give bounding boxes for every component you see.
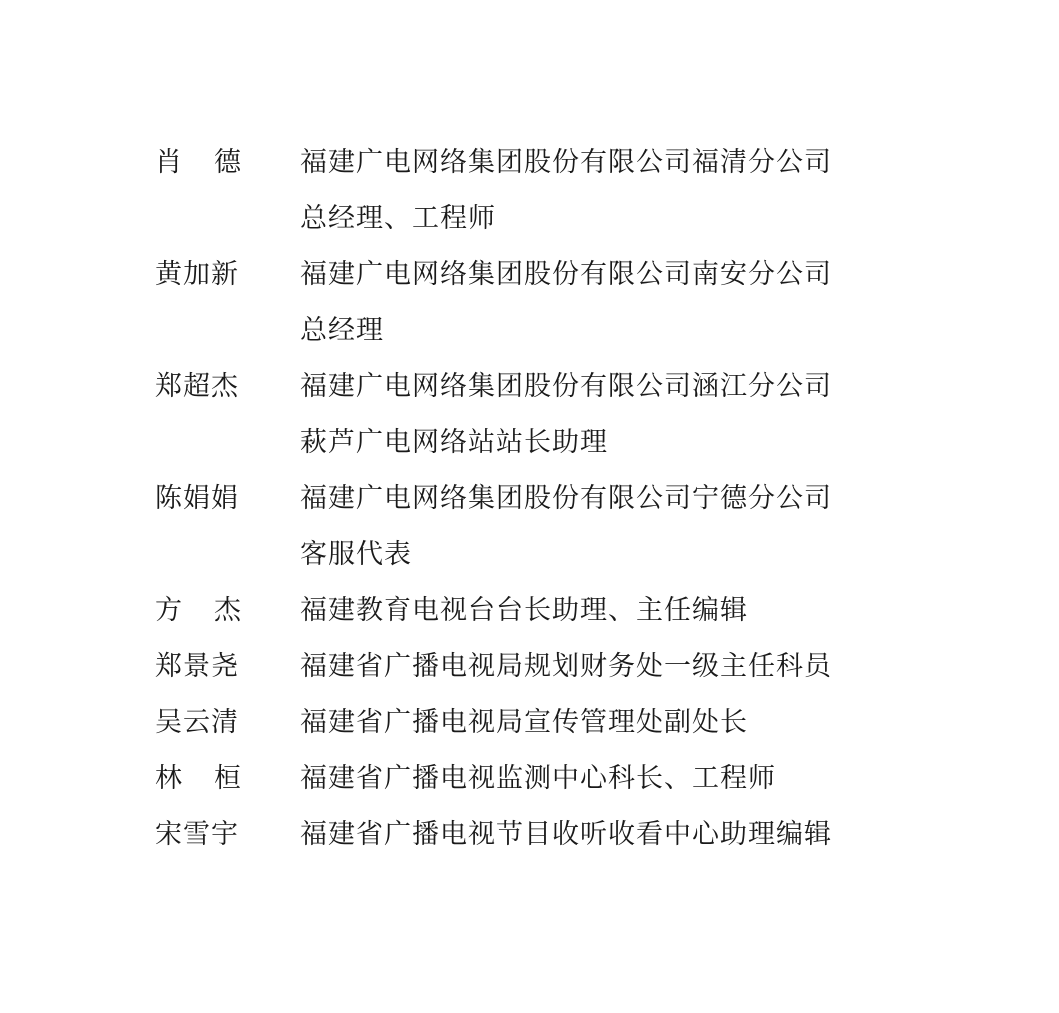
person-name: 宋雪宇 xyxy=(155,819,239,850)
person-name xyxy=(155,135,300,191)
person-name: 郑超杰 xyxy=(155,371,239,402)
award-list xyxy=(155,135,915,863)
list-item xyxy=(155,751,915,807)
person-title xyxy=(300,807,915,863)
person-name: 陈娟娟 xyxy=(155,483,239,514)
person-title xyxy=(300,583,915,639)
title-line: 福建广电网络集团股份有限公司涵江分公司 xyxy=(300,371,832,402)
list-item xyxy=(155,583,915,639)
title-line: 福建省广播电视节目收听收看中心助理编辑 xyxy=(300,819,832,850)
person-title xyxy=(300,751,915,807)
person-name xyxy=(155,751,300,807)
person-name: 郑景尧 xyxy=(155,651,239,682)
person-title xyxy=(300,639,915,695)
title-line: 福建广电网络集团股份有限公司宁德分公司 xyxy=(300,483,832,514)
person-name: 吴云清 xyxy=(155,707,239,738)
name-char: 杰 xyxy=(214,595,242,626)
person-title xyxy=(300,135,915,247)
list-item xyxy=(155,807,915,863)
person-name xyxy=(155,583,300,639)
name-char: 肖 xyxy=(155,147,183,178)
title-line: 总经理 xyxy=(300,315,384,346)
title-line: 福建省广播电视监测中心科长、工程师 xyxy=(300,763,776,794)
list-item xyxy=(155,359,915,471)
title-line: 总经理、工程师 xyxy=(300,203,496,234)
list-item xyxy=(155,695,915,751)
title-line: 萩芦广电网络站站长助理 xyxy=(300,427,608,458)
person-title xyxy=(300,695,915,751)
list-item xyxy=(155,471,915,583)
person-name: 黄加新 xyxy=(155,259,239,290)
title-line: 福建省广播电视局宣传管理处副处长 xyxy=(300,707,748,738)
person-title xyxy=(300,247,915,359)
title-line: 福建教育电视台台长助理、主任编辑 xyxy=(300,595,748,626)
name-char: 桓 xyxy=(214,763,242,794)
name-char: 林 xyxy=(155,763,183,794)
list-item xyxy=(155,247,915,359)
title-line: 客服代表 xyxy=(300,539,412,570)
title-line: 福建省广播电视局规划财务处一级主任科员 xyxy=(300,651,832,682)
list-item xyxy=(155,639,915,695)
name-char: 方 xyxy=(155,595,183,626)
title-line: 福建广电网络集团股份有限公司福清分公司 xyxy=(300,147,832,178)
person-title xyxy=(300,359,915,471)
name-char: 德 xyxy=(214,147,242,178)
person-title xyxy=(300,471,915,583)
title-line: 福建广电网络集团股份有限公司南安分公司 xyxy=(300,259,832,290)
list-item xyxy=(155,135,915,247)
